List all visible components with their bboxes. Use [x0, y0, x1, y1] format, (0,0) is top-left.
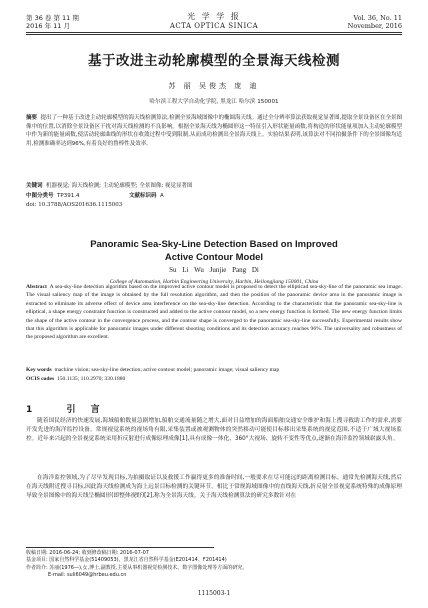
- keywords-en: [26, 366, 402, 374]
- header-date-en: November, 2016: [347, 22, 402, 30]
- doc-code: A: [159, 193, 164, 199]
- header-date-cn: 2016 年 11 月: [26, 22, 71, 30]
- paper-title-en-line2: Active Contour Model: [164, 252, 264, 263]
- authors-cn: 苏 丽 吴俊杰 庞 迪: [168, 82, 260, 90]
- affiliation-en: College of Automation, Harbin Engineering University, Harbin, Heilongjiang 150001, China: [109, 279, 319, 285]
- paper-title-cn: 基于改进主动轮廓模型的全景海天线检测: [88, 53, 340, 69]
- doi-line: [26, 201, 402, 210]
- keywords-cn: [26, 182, 402, 191]
- abstract-en-text: A sea-sky-line detection algorithm based on the improved active contour model is proposed to detect the ellipticad sea-sky-line of the panoramic sea image. The visual saliency map of the image is obtained by the full resolution algorithm, and then the position of the panoramic device area in the panoramic image is extracted to eliminate its adverse effect of device area interference on the sea-sky-line detection. According to the characteristic that the panoramic sea-sky-line is elliptical, a shape energy constraint function is constructed and added to the active contour model, so a new energy function is formed. The new energy function limits the shape of the active contour in the convergence process, and the contour shape is converged to the panoramic sea-sky-line successfully. Experimental results show that this algorithm is applicable for panoramic images under different shooting conditions and its detection accuracy reaches 96%. The universality and robustness of the proposed algorithm are excellent.: [26, 284, 402, 341]
- ocis-value: 150.1135; 110.2970; 330.1880: [56, 376, 126, 382]
- footnotes: [26, 550, 402, 580]
- header-rule: [26, 32, 402, 33]
- header-journal-en: ACTA OPTICA SINICA: [169, 22, 259, 30]
- section-heading: [26, 402, 106, 415]
- doc-code-label: 文献标识码: [128, 193, 157, 199]
- body-paragraph-1: 随着国民经济的快速发展,海域船舶数量急剧增加,船舶交通流量随之增大,面对日益增加的海面船舶交通安全维护和海上搜寻救助工作的需求,需要开发先进的海洋监控设备。常规视觉系统的视场角有限,采集装置或被观测物体的突然移动可能使目标移出采集系统的视觉范围,不适于广域大视场监控。近年来兴起的全景视觉系统采用折反射进行成像原理成像[1],具有成像一体化、360°大视场、旋转不变性等优点,逐渐在海洋监控领域崭露头角。: [26, 418, 402, 443]
- affiliation-cn: 哈尔滨工程大学自动化学院, 黑龙江 哈尔滨 150001: [149, 99, 279, 105]
- classification-cn: [26, 192, 402, 201]
- abstract-cn: [26, 114, 402, 148]
- abstract-cn-text: 提出了一种基于改进主动轮廓模型的海天线检测算法,检测全景海域图像中的椭圆海天线。通过全分辨率算法获取视觉显著图,提取全景设备区在全景图像中的位置,以消除全景设备区干扰对海天线检测的不良影响。根据全景海天线为椭圆形这一特征引入形状能量函数,将构造的形状能量项加入主动轮廓模型中作为新的能量函数,使活动轮廓曲线的形状在收敛过程中受到限制,从而成功检测出全景海天线上。实验结果表明,该算法对不同拍摄条件下的全景图像均适用,检测准确率达到96%,有着良好的鲁棒性及效率。: [26, 115, 402, 147]
- footnote-rule: [26, 547, 214, 548]
- header-volume-en: Vol. 36, No. 11: [353, 14, 402, 22]
- paper-title-en-line1: Panoramic Sea-Sky-Line Detection Based on Improved: [90, 239, 338, 250]
- ocis-codes: [26, 375, 402, 383]
- keywords-cn-text: 机器视觉; 海天线检测; 主动轮廓模型; 全景图像; 视觉显著图: [46, 183, 193, 189]
- paper-title-en: [26, 238, 402, 264]
- keywords-en-label: Key words: [26, 367, 52, 373]
- ocis-label: OCIS codes: [26, 376, 55, 382]
- doi-value: 10.3788/AOS201636.1115003: [38, 202, 123, 208]
- header-rule-2: [26, 34, 402, 35]
- footnote-fund: 基金项目: 国家自然科学基金(51409053)、黑龙江省自然科学基金(E201414、F201414): [26, 557, 227, 564]
- clc-code: TP391.4: [57, 193, 80, 199]
- abstract-en: [26, 283, 402, 342]
- footnote-email: E-mail: suli6049@hrbeu.edu.cn: [48, 572, 127, 579]
- clc-label: 中图分类号: [26, 193, 54, 199]
- abstract-en-label: Abstract: [26, 284, 47, 290]
- footnote-received: 收稿日期: 2016-06-24; 收到修改稿日期: 2016-07-07: [26, 550, 149, 556]
- keywords-en-text: machine vision; sea-sky-line detection; active contour model; panoramic image; visual saliency map: [54, 367, 280, 373]
- authors-en: Su Li Wu Junjie Pang Di: [169, 266, 259, 274]
- section-title: 引 言: [66, 405, 106, 415]
- doi-label: doi:: [26, 202, 37, 208]
- header-volume-cn: 第 36 卷 第 11 期: [26, 14, 79, 22]
- keywords-cn-label: 关键词: [26, 183, 43, 189]
- footnote-author: 作者简介: 苏丽(1976—),女,博士,副教授,主要从事机器视觉检测技术、数字图像处理等方面的研究。: [26, 564, 248, 571]
- page-number: 1115003-1: [197, 590, 231, 597]
- abstract-cn-label: 摘要: [26, 115, 38, 121]
- section-number: 1: [26, 405, 39, 415]
- body-paragraph-2: 在海洋监控领域,为了尽早发现目标,为拍摄取证以及救援工作赢得更多的准备时间,一般要求在尽可能远的距离检测目标。通常先检测海天线,然后在海天线附近搜寻目标,因此海天线检测成为海上远景目标检测的关键环节。相比于常规海域图像中的直线海天线,折反射全景视觉系统特殊的成像原理导致全景图像中的海天线呈椭圆形(即整体视野)[2],称为全景海天线。关于海天线检测算法的研究多数针对在: [26, 475, 402, 500]
- header-journal-cn: 光 学 学 报: [187, 12, 241, 21]
